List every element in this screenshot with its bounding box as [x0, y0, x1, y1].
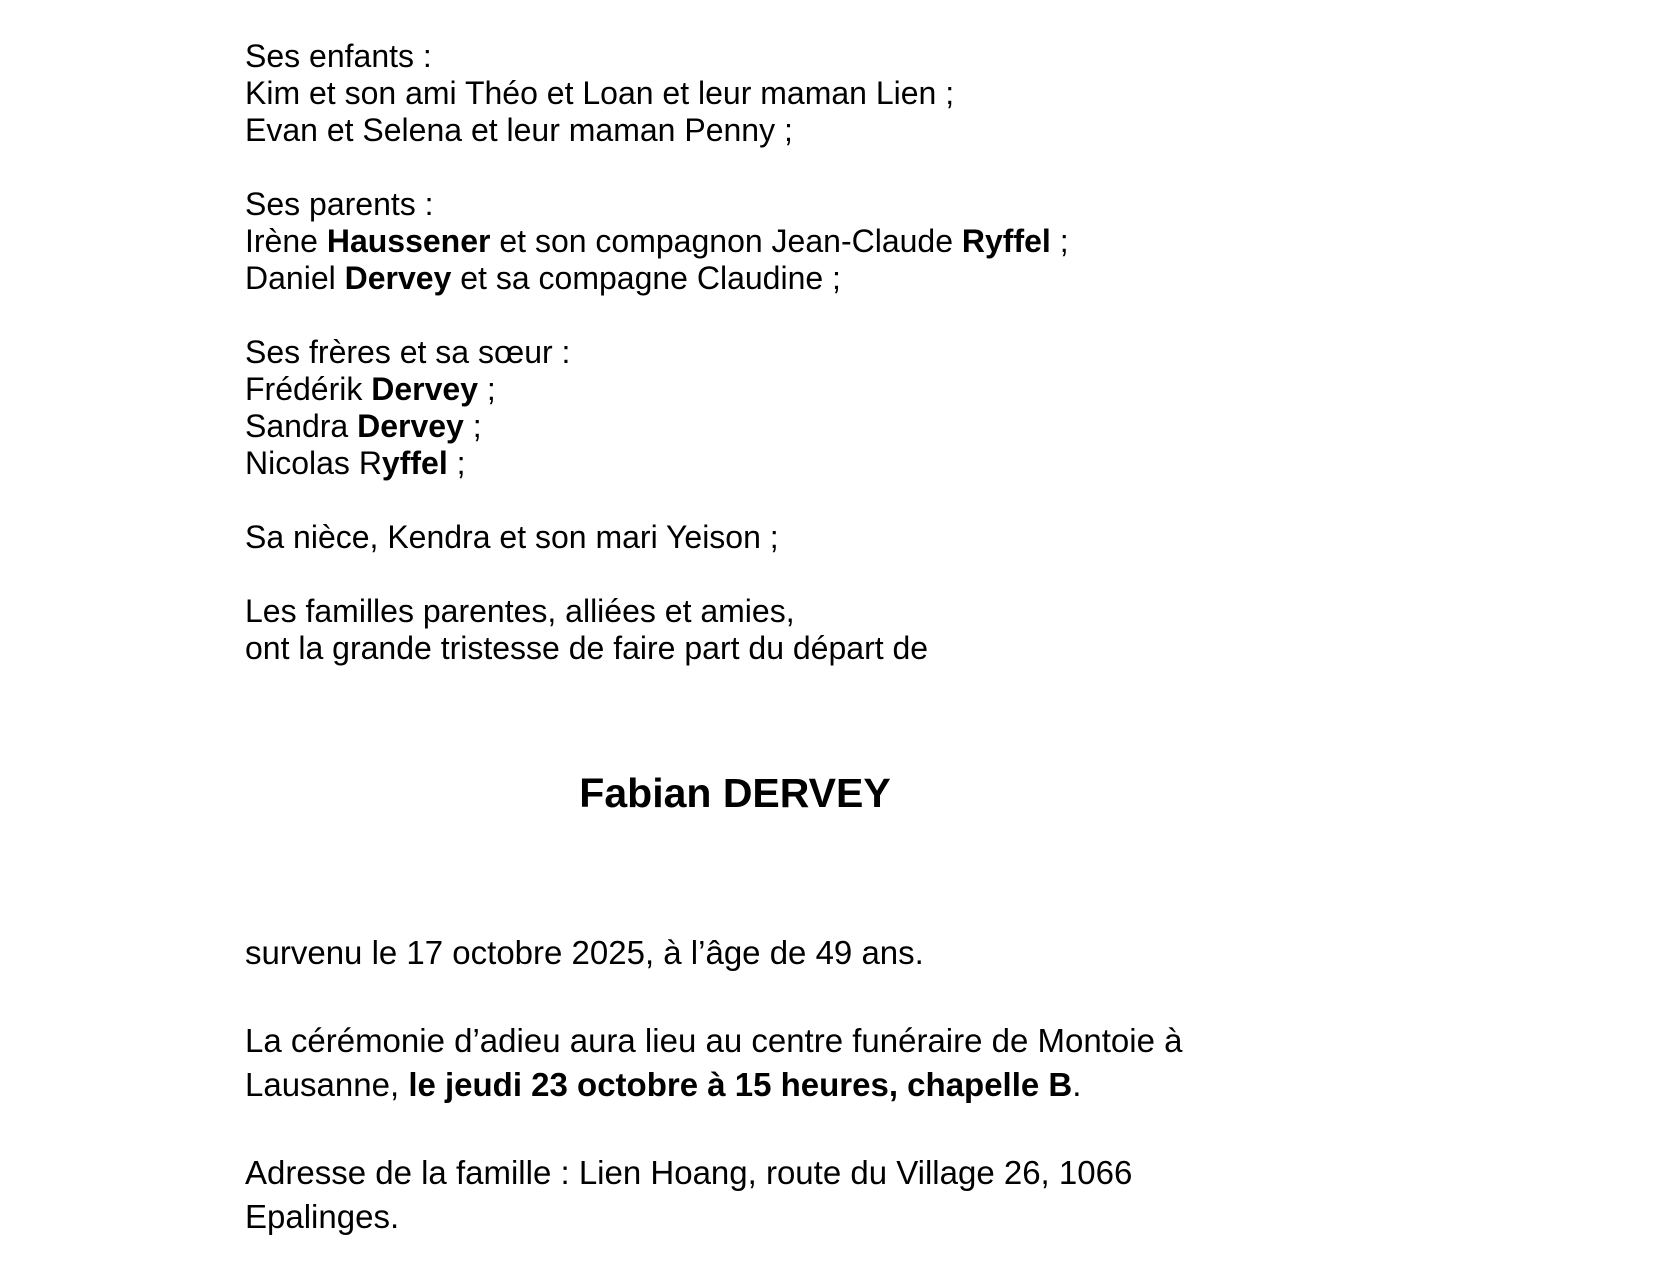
bold-text-segment: Dervey	[357, 408, 464, 444]
bold-text-segment: Dervey	[344, 260, 452, 296]
text-segment: Kim et son ami Théo et Loan et leur maman Lien ;	[245, 75, 955, 111]
text-line	[245, 408, 1225, 445]
paragraph	[245, 186, 1225, 297]
text-segment: Nicolas R	[245, 445, 382, 481]
bold-text-segment: yffel	[381, 445, 448, 481]
text-line	[245, 931, 1225, 975]
text-segment: Les familles parentes, alliées et amies,	[245, 593, 795, 629]
text-segment: Sa nièce, Kendra et son mari Yeison ;	[245, 519, 779, 555]
text-line	[245, 1019, 1225, 1063]
text-line	[245, 1063, 1225, 1107]
text-line	[245, 519, 1225, 556]
text-segment: et son compagnon Jean-Claude	[490, 223, 962, 259]
paragraph	[245, 931, 1225, 975]
text-segment: Ses enfants :	[245, 38, 432, 74]
text-segment: Evan et Selena et leur maman Penny ;	[245, 112, 793, 148]
text-line	[245, 186, 1225, 223]
paragraph	[245, 1019, 1225, 1107]
text-segment: Frédérik	[245, 371, 372, 407]
text-segment: ;	[463, 408, 482, 444]
text-line	[245, 260, 1225, 297]
text-segment: Adresse de la famille : Lien Hoang, route du Village 26, 1066	[245, 1154, 1133, 1191]
text-segment: ont la grande tristesse de faire part du départ de	[245, 630, 929, 666]
deceased-name-heading: Fabian DERVEY	[579, 770, 891, 816]
text-segment: ;	[478, 371, 496, 407]
paragraph	[245, 1151, 1225, 1239]
paragraphs-before	[245, 38, 1225, 667]
text-segment: survenu le 17 octobre 2025, à l’âge de 49 ans.	[245, 934, 924, 971]
text-segment: Lausanne,	[245, 1066, 409, 1103]
text-segment: Sandra	[245, 408, 358, 444]
text-segment: Irène	[245, 223, 327, 259]
text-segment: ;	[447, 445, 466, 481]
document-content	[245, 38, 1225, 1269]
text-line	[245, 445, 1225, 482]
text-segment: La cérémonie d’adieu aura lieu au centre funéraire de Montoie à	[245, 1022, 1183, 1059]
text-segment: Ses frères et sa sœur :	[245, 334, 571, 370]
paragraph	[245, 519, 1225, 556]
paragraph	[245, 593, 1225, 667]
text-segment: ;	[1050, 223, 1069, 259]
text-line	[245, 38, 1225, 75]
bold-text-segment: Haussener	[326, 223, 491, 259]
text-segment: .	[1072, 1066, 1082, 1103]
text-line	[245, 334, 1225, 371]
text-line	[245, 75, 1225, 112]
bold-text-segment: Dervey	[371, 371, 478, 407]
text-segment: Ses parents :	[245, 186, 434, 222]
paragraph	[245, 38, 1225, 149]
text-segment: Daniel	[245, 260, 345, 296]
text-line	[245, 371, 1225, 408]
text-segment: et sa compagne Claudine ;	[451, 260, 841, 296]
bold-text-segment: Ryffel	[961, 223, 1051, 259]
paragraphs-after	[245, 931, 1225, 1239]
bold-text-segment: le jeudi 23 octobre à 15 heures, chapelle B	[408, 1066, 1073, 1103]
text-line	[245, 112, 1225, 149]
text-line	[245, 593, 1225, 630]
text-line	[245, 223, 1225, 260]
text-line	[245, 1195, 1225, 1239]
text-segment: Epalinges.	[245, 1198, 400, 1235]
text-line	[245, 1151, 1225, 1195]
paragraph	[245, 334, 1225, 482]
text-line	[245, 630, 1225, 667]
